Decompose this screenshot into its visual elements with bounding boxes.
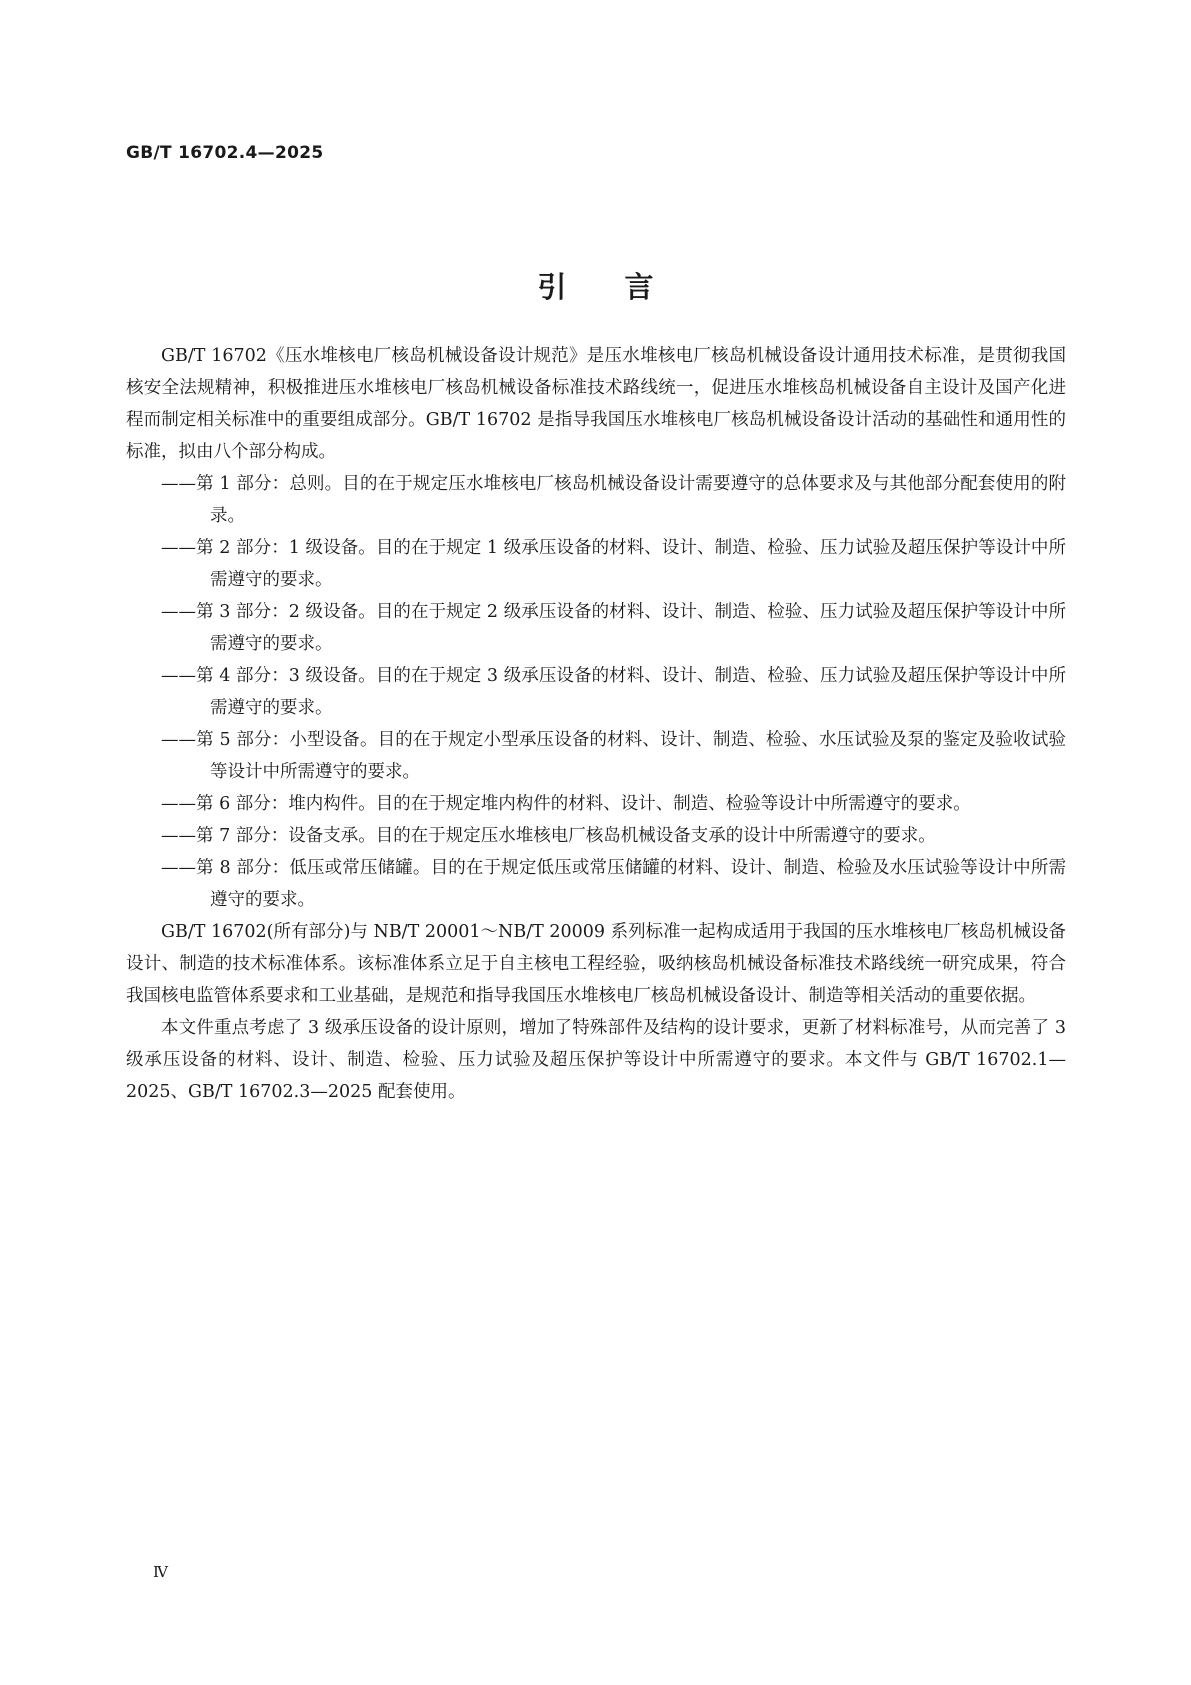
parts-list: [126, 468, 1066, 916]
intro-paragraph: GB/T 16702《压水堆核电厂核岛机械设备设计规范》是压水堆核电厂核岛机械设备设计通用技术标准，是贯彻我国核安全法规精神，积极推进压水堆核电厂核岛机械设备标准技术路线统一，促进压水堆核岛机械设备自主设计及国产化进程而制定相关标准中的重要组成部分。GB/T 16702 是指导我国压水堆核电厂核岛机械设备设计活动的基础性和通用性的标准，拟由八个部分构成。: [126, 346, 1066, 462]
standard-system-paragraph: GB/T 16702(所有部分)与 NB/T 20001～NB/T 20009 系列标准一起构成适用于我国的压水堆核电厂核岛机械设备设计、制造的技术标准体系。该标准体系立足于自主核电工程经验，吸纳核岛机械设备标准技术路线统一研究成果，符合我国核电监管体系要求和工业基础，是规范和指导我国压水堆核电厂核岛机械设备设计、制造等相关活动的重要依据。: [126, 922, 1066, 1006]
document-focus-paragraph: 本文件重点考虑了 3 级承压设备的设计原则，增加了特殊部件及结构的设计要求，更新了材料标准号，从而完善了 3 级承压设备的材料、设计、制造、检验、压力试验及超压保护等设计中所需遵守的要求。本文件与 GB/T 16702.1—2025、GB/T 16702.3—2025 配套使用。: [126, 1018, 1066, 1102]
part-item-5: ——第 5 部分：小型设备。目的在于规定小型承压设备的材料、设计、制造、检验、水压试验及泵的鉴定及验收试验等设计中所需遵守的要求。: [161, 730, 1066, 782]
part-item-6: ——第 6 部分：堆内构件。目的在于规定堆内构件的材料、设计、制造、检验等设计中所需遵守的要求。: [161, 794, 971, 814]
part-item-1: ——第 1 部分：总则。目的在于规定压水堆核电厂核岛机械设备设计需要遵守的总体要求及与其他部分配套使用的附录。: [161, 474, 1066, 526]
document-code: GB/T 16702.4—2025: [126, 143, 324, 163]
part-item-3: ——第 3 部分：2 级设备。目的在于规定 2 级承压设备的材料、设计、制造、检验、压力试验及超压保护等设计中所需遵守的要求。: [161, 602, 1066, 654]
part-item-7: ——第 7 部分：设备支承。目的在于规定压水堆核电厂核岛机械设备支承的设计中所需遵守的要求。: [161, 826, 936, 846]
page-title: 引言: [537, 270, 712, 305]
part-item-2: ——第 2 部分：1 级设备。目的在于规定 1 级承压设备的材料、设计、制造、检验、压力试验及超压保护等设计中所需遵守的要求。: [161, 538, 1066, 590]
part-item-8: ——第 8 部分：低压或常压储罐。目的在于规定低压或常压储罐的材料、设计、制造、检验及水压试验等设计中所需遵守的要求。: [161, 858, 1066, 910]
page-number: Ⅳ: [153, 1563, 168, 1581]
part-item-4: ——第 4 部分：3 级设备。目的在于规定 3 级承压设备的材料、设计、制造、检验、压力试验及超压保护等设计中所需遵守的要求。: [161, 666, 1066, 718]
introduction-body: [126, 340, 1066, 1108]
